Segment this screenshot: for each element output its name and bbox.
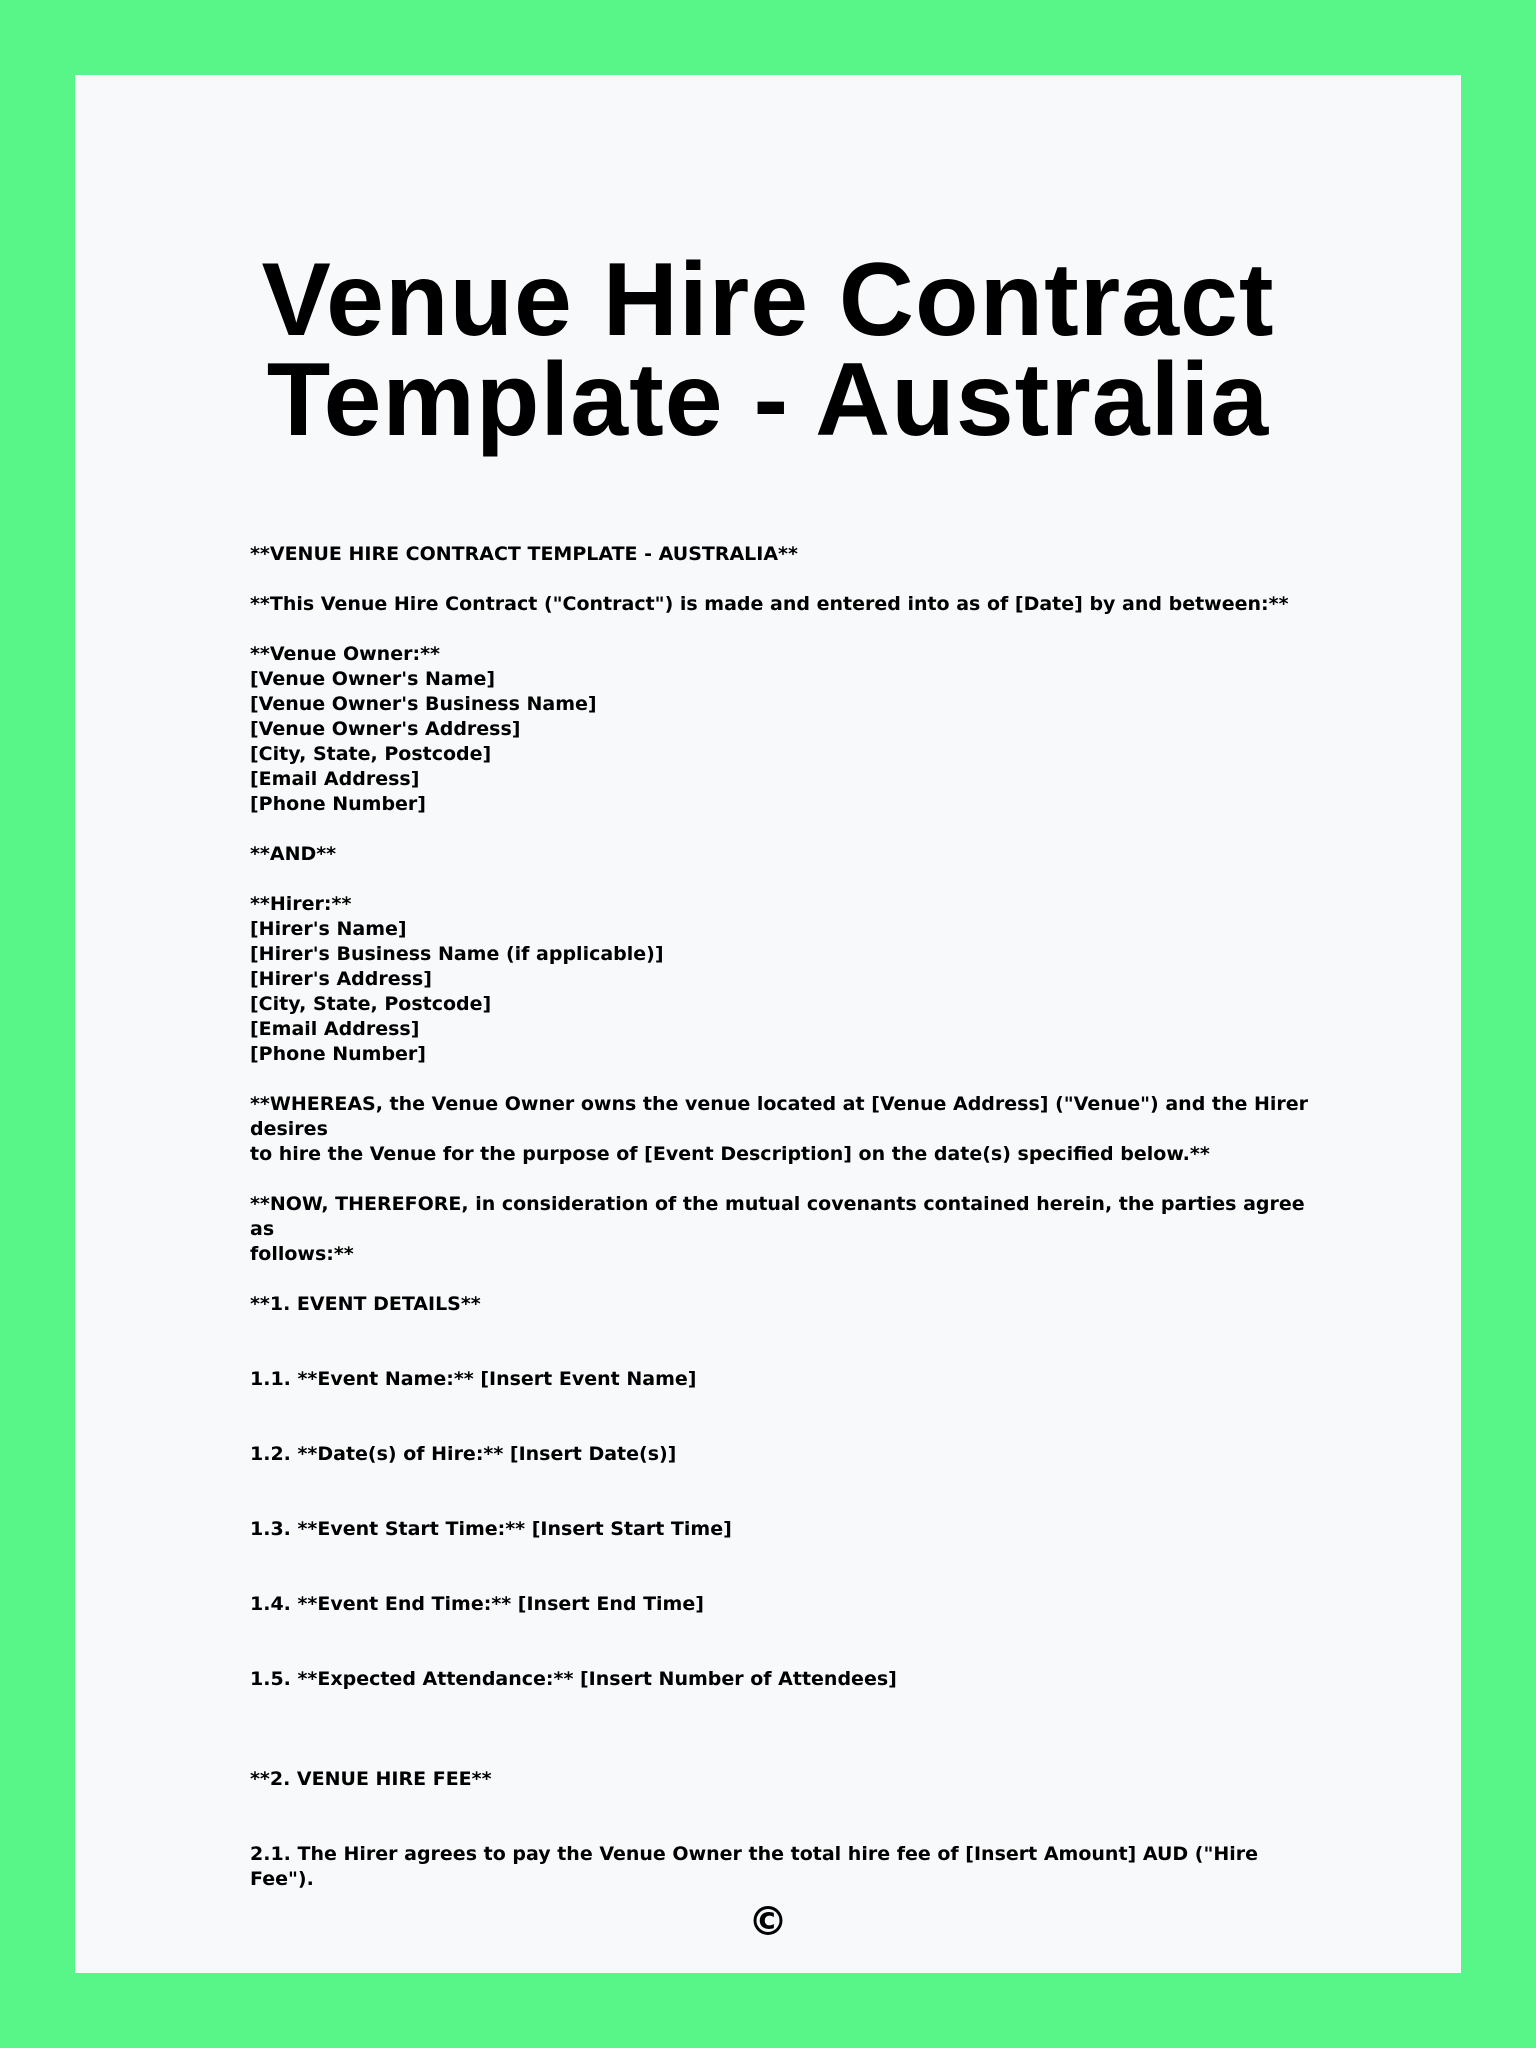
copyright-icon: © <box>748 1899 788 1945</box>
title-line-1: Venue Hire Contract <box>261 242 1275 358</box>
hirer-line: [Email Address] <box>250 1018 420 1040</box>
hirer-line: [Hirer's Name] <box>250 918 407 940</box>
document-page <box>75 75 1461 1973</box>
title-line-2: Template - Australia <box>266 342 1270 458</box>
venue-owner-line: [Venue Owner's Business Name] <box>250 693 597 715</box>
hirer-line: [City, State, Postcode] <box>250 993 492 1015</box>
section-1-item: 1.3. **Event Start Time:** [Insert Start Time] <box>250 1518 732 1540</box>
section-1-item: 1.5. **Expected Attendance:** [Insert Number of Attendees] <box>250 1668 897 1690</box>
whereas-line-2: to hire the Venue for the purpose of [Event Description] on the date(s) specified below.** <box>250 1143 1210 1165</box>
venue-owner-line: [Venue Owner's Address] <box>250 718 521 740</box>
hirer-label: **Hirer:** <box>250 893 352 915</box>
venue-owner-line: [Phone Number] <box>250 793 426 815</box>
venue-owner-line: [Venue Owner's Name] <box>250 668 496 690</box>
section-1-item: 1.2. **Date(s) of Hire:** [Insert Date(s)] <box>250 1443 677 1465</box>
document-body <box>250 542 1315 1892</box>
intro-paragraph: **This Venue Hire Contract ("Contract") is made and entered into as of [Date] by and between:** <box>250 593 1289 615</box>
and-separator: **AND** <box>250 843 337 865</box>
venue-owner-label: **Venue Owner:** <box>250 643 440 665</box>
hirer-line: [Phone Number] <box>250 1043 426 1065</box>
venue-owner-line: [Email Address] <box>250 768 420 790</box>
contract-heading: **VENUE HIRE CONTRACT TEMPLATE - AUSTRALIA** <box>250 543 798 565</box>
hirer-line: [Hirer's Business Name (if applicable)] <box>250 943 664 965</box>
now-therefore-line-1: **NOW, THEREFORE, in consideration of the mutual covenants contained herein, the parties agree as <box>250 1193 1312 1240</box>
section-2-item: 2.1. The Hirer agrees to pay the Venue Owner the total hire fee of [Insert Amount] AUD ("Hire Fee"). <box>250 1843 1265 1890</box>
document-title <box>75 242 1461 458</box>
now-therefore-line-2: follows:** <box>250 1243 354 1265</box>
section-1-item: 1.4. **Event End Time:** [Insert End Time] <box>250 1593 704 1615</box>
whereas-line-1: **WHEREAS, the Venue Owner owns the venue located at [Venue Address] ("Venue") and the Hirer desires <box>250 1093 1315 1140</box>
section-1-heading: **1. EVENT DETAILS** <box>250 1293 481 1315</box>
hirer-line: [Hirer's Address] <box>250 968 432 990</box>
venue-owner-line: [City, State, Postcode] <box>250 743 492 765</box>
section-2-heading: **2. VENUE HIRE FEE** <box>250 1768 492 1790</box>
section-1-item: 1.1. **Event Name:** [Insert Event Name] <box>250 1368 697 1390</box>
